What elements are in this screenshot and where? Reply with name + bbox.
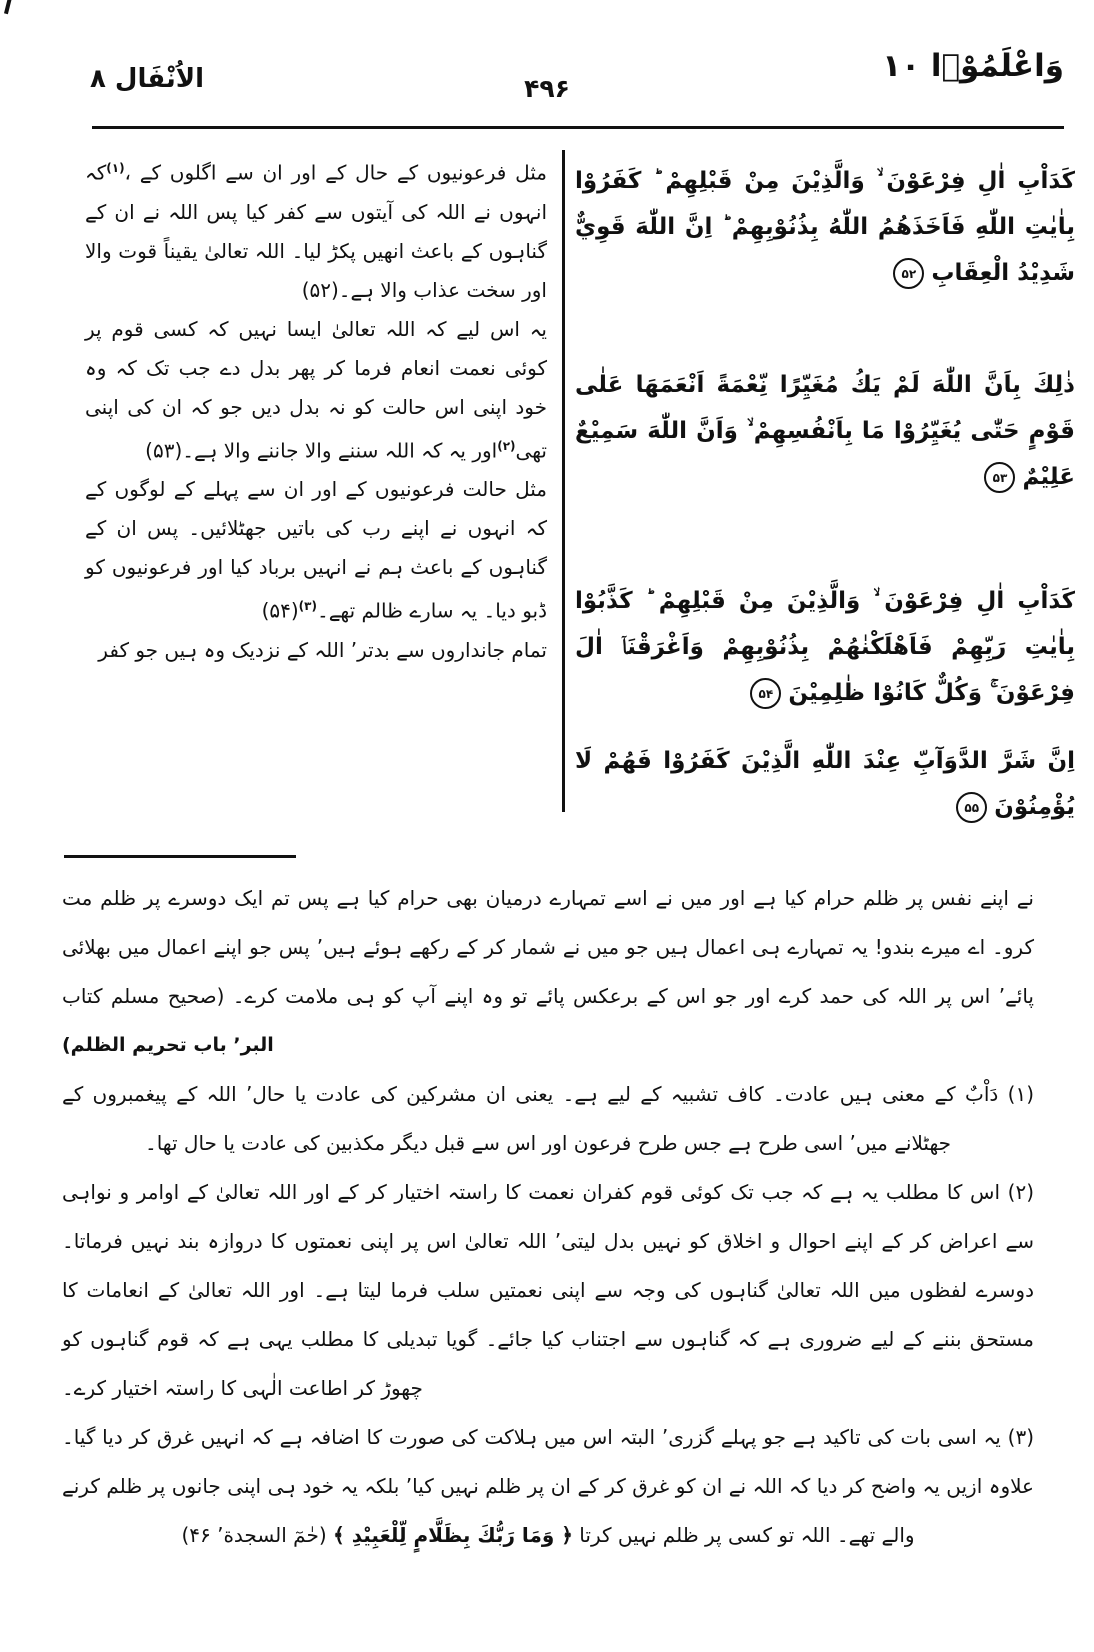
ayah-number-badge: ۵۳ — [984, 462, 1015, 493]
footnotes-section — [62, 874, 1034, 1560]
header-juz-title: وَاعْلَمُوْۤا ۱۰ — [882, 48, 1064, 84]
verse-text: كَدَاْبِ اٰلِ فِرْعَوْنَ ۙ وَالَّذِيْنَ مِنْ قَبْلِهِمْ ؕ كَفَرُوْا بِاٰيٰتِ اللّٰهِ فَاَخَذَهُمُ اللّٰهُ بِذُنُوْبِهِمْ ؕ اِنَّ اللّٰهَ قَوِيٌّ شَدِيْدُ الْعِقَابِ — [575, 168, 1075, 286]
footnote-text: اس کا مطلب یہ ہے کہ جب تک کوئی قوم کفران نعمت کا راستہ اختیار کر کے اور اللہ تعالیٰ کے اوامر و نواہی سے اعراض کر کے اپنے احوال و اخلاق کو نہیں بدل لیتی’ اللہ تعالیٰ اس پر اپنی نعمتوں کا دروازہ بند نہیں فرماتا۔ دوسرے لفظوں میں اللہ تعالیٰ گناہوں کی وجہ سے اپنی نعمتیں سلب فرما لیتا ہے۔ اور اللہ تعالیٰ کے انعامات کا مستحق بننے کے لیے ضروری ہے کہ گناہوں سے اجتناب کیا جائے۔ گویا تبدیلی کا مطلب یہی ہے کہ قوم گناہوں کو چھوڑ کر اطاعت الٰہی کا راستہ اختیار کرے۔ — [62, 1180, 1034, 1400]
verse-text: كَدَاْبِ اٰلِ فِرْعَوْنَ ۙ وَالَّذِيْنَ مِنْ قَبْلِهِمْ ؕ كَذَّبُوْا بِاٰيٰتِ رَبِّهِمْ فَاَهْلَكْنٰهُمْ بِذُنُوْبِهِمْ وَاَغْرَقْنَاۤ اٰلَ فِرْعَوْنَ ۚ وَكُلٌّ كَانُوْا ظٰلِمِيْنَ — [575, 588, 1075, 706]
footnote-item-2 — [62, 1168, 1034, 1413]
quran-quote: ﴿ وَمَا رَبُّكَ بِظَلَّامٍ لِّلْعَبِيْدِ ﴾ — [333, 1523, 573, 1547]
ayah-number-badge: ۵۴ — [750, 678, 781, 709]
footnote-marker-3: (۳) — [298, 599, 317, 614]
ayah-number-badge: ۵۵ — [956, 792, 987, 823]
ayah-number-badge: ۵۲ — [893, 258, 924, 289]
hadith-continuation: نے اپنے نفس پر ظلم حرام کیا ہے اور میں نے اسے تمہارے درمیان بھی حرام کیا ہے پس تم ایک دوسرے پر ظلم مت کرو۔ اے میرے بندو! یہ تمہارے ہی اعمال ہیں جو میں نے شمار کر کے رکھے ہوئے ہیں’ پس جو اپنے اعمال میں بھلائی پائے’ اس پر اللہ کی حمد کرے اور جو اس کے برعکس پائے تو وہ اپنے آپ کو ہی ملامت کرے۔ (صحیح مسلم کتاب — [62, 886, 1034, 1008]
verse-text: اِنَّ شَرَّ الدَّوَآبِّ عِنْدَ اللّٰهِ الَّذِيْنَ كَفَرُوْا فَهُمْ لَا يُؤْمِنُوْنَ — [575, 748, 1075, 820]
hadith-reference: البر’ باب تحریم الظلم) — [62, 1034, 274, 1056]
footnote-item-1 — [62, 1070, 1034, 1168]
translation-paragraph-52: مثل فرعونیوں کے حال کے اور ان سے اگلوں کے ،$^{(۱)}$کہ انہوں نے اللہ کی آیتوں سے کفر کیا پس اللہ نے ان کے گناہوں کے باعث انھیں پکڑ لیا۔ اللہ تعالیٰ یقیناً قوت والا اور سخت عذاب والا ہے۔(۵۲) — [85, 160, 547, 302]
footnote-text: یہ اسی بات کی تاکید ہے جو پہلے گزری’ البتہ اس میں ہلاکت کی صورت کا اضافہ ہے کہ انہیں غرق کر دیا گیا۔ علاوہ ازیں یہ واضح کر دیا کہ اللہ نے ان کو غرق کر کے ان پر ظلم نہیں کیا’ بلکہ یہ خود ہی اپنی جانوں پر ظلم کرنے والے تھے۔ اللہ تو کسی پر ظلم نہیں کرتا — [62, 1425, 1034, 1547]
translation-paragraph-53: یہ اس لیے کہ اللہ تعالیٰ ایسا نہیں کہ کسی قوم پر کوئی نعمت انعام فرما کر پھر بدل دے جب تک کہ وہ خود اپنی اس حالت کو نہ بدل دیں جو کہ ان کی اپنی تھی$^{(۲)}$اور یہ کہ اللہ سننے والا جاننے والا ہے۔(۵۳) — [85, 316, 547, 463]
footnotes-separator — [64, 855, 296, 858]
header-rule — [92, 126, 1064, 129]
footnote-marker-1: (۱) — [106, 161, 125, 175]
verse-block-54 — [575, 578, 1075, 716]
quran-column — [575, 150, 1075, 850]
verse-text: ذٰلِكَ بِاَنَّ اللّٰهَ لَمْ يَكُ مُغَيِّرًا نِّعْمَةً اَنْعَمَهَا عَلٰى قَوْمٍ حَتّٰى يُغَيِّرُوْا مَا بِاَنْفُسِهِمْ ۙ وَاَنَّ اللّٰهَ سَمِيْعٌ عَلِيْمٌ — [575, 372, 1075, 490]
header-surah-title: الاُنْفَال ۸ — [90, 64, 204, 94]
column-divider — [562, 150, 565, 812]
translation-paragraph-55: تمام جانداروں سے بدتر’ اللہ کے نزدیک وہ ہیں جو کفر — [98, 637, 547, 662]
footnote-number: (۲) — [1007, 1180, 1034, 1204]
verse-block-55 — [575, 738, 1075, 830]
quote-reference: (حٰمٓ السجدة’ ۴۶) — [181, 1523, 327, 1547]
footnote-marker-2: (۲) — [497, 438, 516, 453]
footnote-number: (۱) — [1007, 1082, 1035, 1106]
scan-artifact-mark — [4, 0, 12, 14]
footnote-text: دَاْبٌ کے معنی ہیں عادت۔ کاف تشبیہ کے لیے ہے۔ یعنی ان مشرکین کی عادت یا حال’ اللہ کے پیغمبروں کے جھٹلانے میں’ اسی طرح ہے جس طرح فرعون اور اس سے قبل دیگر مکذبین کی عادت یا حال تھا۔ — [62, 1082, 999, 1155]
translation-column — [85, 149, 547, 809]
verse-block-53 — [575, 362, 1075, 500]
translation-paragraph-54: مثل حالت فرعونیوں کے اور ان سے پہلے کے لوگوں کے کہ انہوں نے اپنے رب کی باتیں جھٹلائیں۔ پس ان کے گناہوں کے باعث ہم نے انہیں برباد کیا اور فرعونیوں کو ڈبو دیا۔ یہ سارے ظالم تھے۔$^{(۳)}$(۵۴) — [85, 477, 547, 623]
footnote-number: (۳) — [1007, 1425, 1034, 1449]
footnote-item-3 — [62, 1413, 1034, 1560]
verse-block-52 — [575, 158, 1075, 296]
header-page-number: ۴۹۶ — [524, 74, 570, 103]
